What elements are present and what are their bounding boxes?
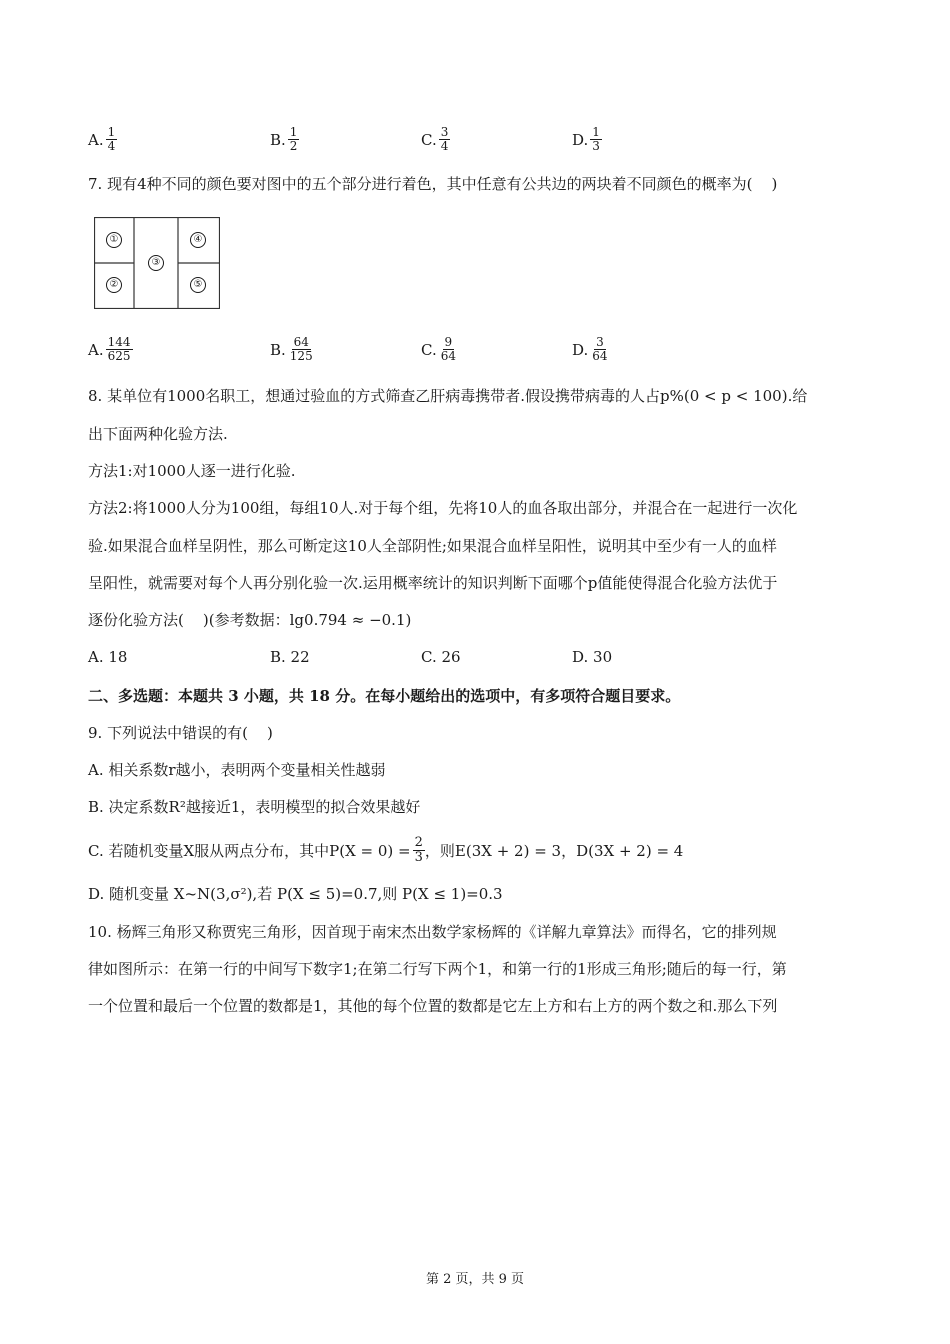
fraction: $\frac{9}{64}$ xyxy=(440,335,456,363)
q8-line-3: 方法1:对1000人逐一进行化验. xyxy=(88,462,296,480)
q7-option-a: A. $\frac{144}{625}$ xyxy=(88,335,131,363)
region-3-label: ③ xyxy=(148,255,164,271)
q9-option-c: C. 若随机变量X服从两点分布，其中P(X = 0) = $\frac{2}{3}$ ，则E(3X + 2) = 3，D(3X + 2) = 4 xyxy=(88,835,684,865)
fraction: $\frac{2}{3}$ xyxy=(414,835,423,865)
q7-option-b: B. $\frac{64}{125}$ xyxy=(270,335,313,363)
q8-line-5: 验.如果混合血样呈阴性，那么可断定这10人全部阴性;如果混合血样呈阳性，说明其中至少有一人的血样 xyxy=(88,537,777,555)
q8-option-a: A. 18 xyxy=(88,648,128,666)
q9-stem: 9. 下列说法中错误的有( ) xyxy=(88,724,273,742)
q8-line-7: 逐份化验方法( )(参考数据：lg0.794 ≈ −0.1) xyxy=(88,611,412,629)
q6-option-c: C. $\frac{3}{4}$ xyxy=(421,125,449,153)
q10-line-2: 律如图所示：在第一行的中间写下数字1;在第二行写下两个1，和第一行的1形成三角形;随后的每一行，第 xyxy=(88,960,787,978)
fraction: $\frac{1}{3}$ xyxy=(592,125,600,153)
q10-line-1: 10. 杨辉三角形又称贾宪三角形，因首现于南宋杰出数学家杨辉的《详解九章算法》而得名，它的排列规 xyxy=(88,923,777,941)
region-1-label: ① xyxy=(106,232,122,248)
fraction: $\frac{3}{64}$ xyxy=(592,335,608,363)
q8-option-c: C. 26 xyxy=(421,648,461,666)
q9-option-d: D. 随机变量 X~N(3,σ²),若 P(X ≤ 5)=0.7,则 P(X ≤ 1)=0.3 xyxy=(88,885,503,903)
q9-option-a: A. 相关系数r越小，表明两个变量相关性越弱 xyxy=(88,761,386,779)
q7-stem: 7. 现有4种不同的颜色要对图中的五个部分进行着色，其中任意有公共边的两块着不同颜色的概率为( ) xyxy=(88,175,778,193)
q8-line-1: 8. 某单位有1000名职工，想通过验血的方式筛查乙肝病毒携带者.假设携带病毒的人占p%(0 < p < 100).给 xyxy=(88,387,808,405)
q10-line-3: 一个位置和最后一个位置的数都是1，其他的每个位置的数都是它左上方和右上方的两个数之和.那么下列 xyxy=(88,997,778,1015)
region-2-label: ② xyxy=(106,277,122,293)
q6-option-d: D. $\frac{1}{3}$ xyxy=(572,125,600,153)
q7-option-c: C. $\frac{9}{64}$ xyxy=(421,335,456,363)
fraction: $\frac{1}{2}$ xyxy=(289,125,298,153)
fraction: $\frac{144}{625}$ xyxy=(107,335,131,363)
q9-option-b: B. 决定系数R²越接近1，表明模型的拟合效果越好 xyxy=(88,798,421,816)
fraction: $\frac{3}{4}$ xyxy=(440,125,449,153)
section-heading: 二、多选题：本题共 3 小题，共 18 分。在每小题给出的选项中，有多项符合题目要求。 xyxy=(88,687,681,705)
q8-line-6: 呈阳性，就需要对每个人再分别化验一次.运用概率统计的知识判断下面哪个p值能使得混合化验方法优于 xyxy=(88,574,778,592)
q8-option-d: D. 30 xyxy=(572,648,613,666)
fraction: $\frac{1}{4}$ xyxy=(107,125,116,153)
q8-line-2: 出下面两种化验方法. xyxy=(88,425,228,443)
q6-option-b: B. $\frac{1}{2}$ xyxy=(270,125,298,153)
q7-option-d: D. $\frac{3}{64}$ xyxy=(572,335,608,363)
coloring-diagram xyxy=(94,217,220,309)
region-4-label: ④ xyxy=(190,232,206,248)
q6-option-a: A. $\frac{1}{4}$ xyxy=(88,125,116,153)
q8-line-4: 方法2:将1000人分为100组，每组10人.对于每个组，先将10人的血各取出部分，并混合在一起进行一次化 xyxy=(88,499,798,517)
fraction: $\frac{64}{125}$ xyxy=(289,335,313,363)
page-footer: 第 2 页，共 9 页 xyxy=(425,1272,525,1287)
region-5-label: ⑤ xyxy=(190,277,206,293)
q8-option-b: B. 22 xyxy=(270,648,310,666)
